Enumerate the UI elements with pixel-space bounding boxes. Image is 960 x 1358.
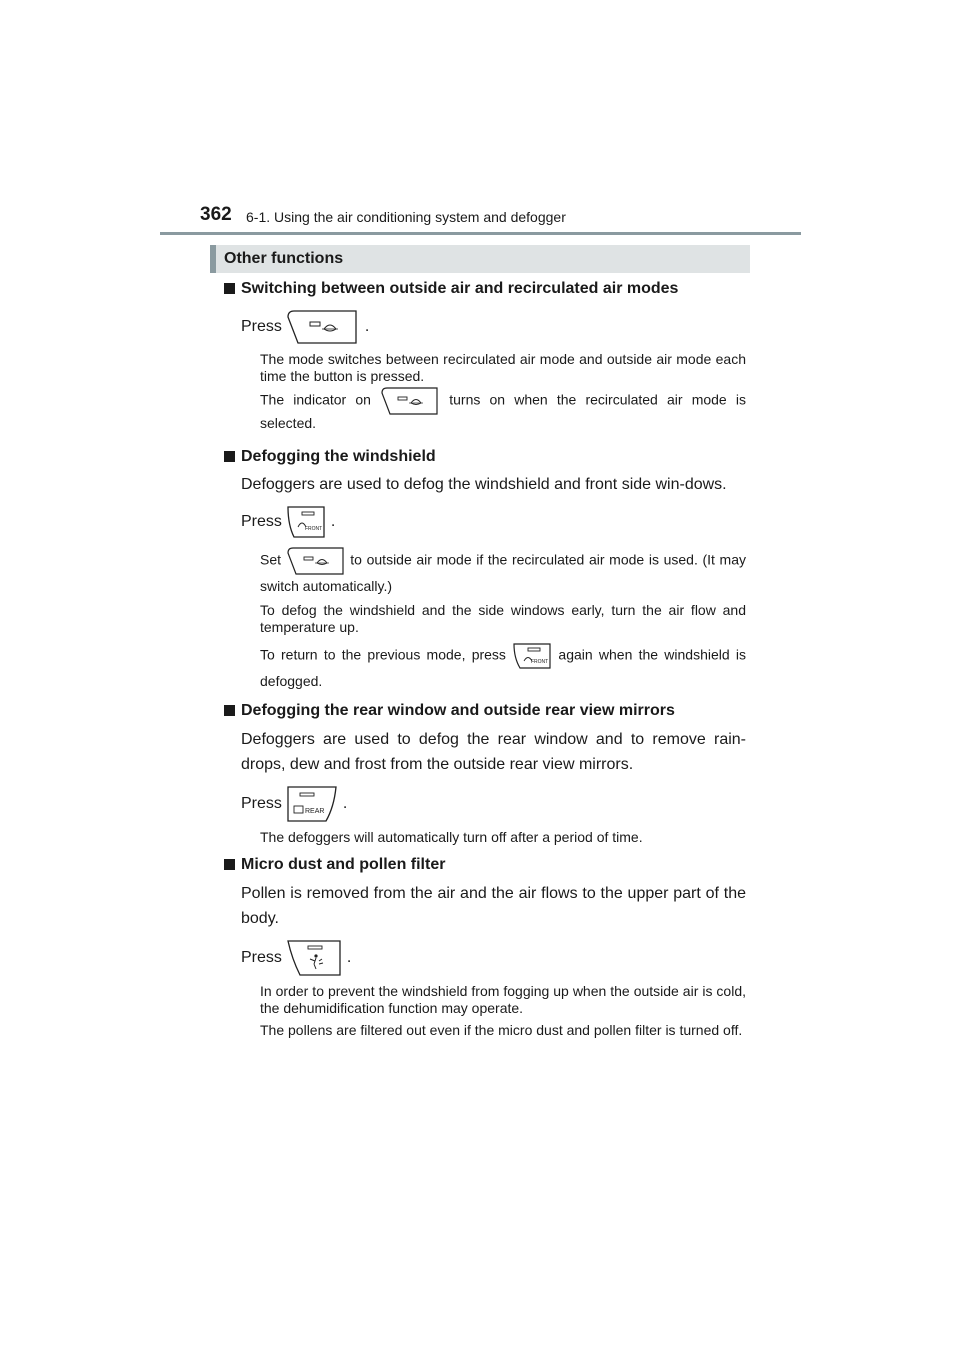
heading-air-mode: Switching between outside air and recirculated air modes [224, 278, 746, 300]
svg-text:REAR: REAR [305, 808, 325, 815]
svg-text:FRONT: FRONT [531, 659, 549, 665]
body-rear-defogger: Defoggers are used to defog the rear window and to remove rain-drops, dew and frost from the outside rear view mirrors. [241, 731, 746, 773]
heading-rear-defogger: Defogging the rear window and outside rear view mirrors [224, 700, 746, 722]
rear-defogger-button-icon [286, 785, 338, 823]
front-defogger-button-icon [286, 505, 326, 539]
press-line-filter: Press . [241, 939, 746, 977]
press-line-rear: Press REAR . [241, 785, 746, 823]
pollen-filter-button-icon [286, 939, 342, 977]
header-divider [160, 232, 801, 235]
content [224, 278, 746, 1039]
bullet-square-icon [224, 859, 235, 870]
front-defogger-button-icon [512, 642, 552, 670]
chapter-title: 6-1. Using the air conditioning system and defogger [246, 209, 566, 225]
note-filter-1: In order to prevent the windshield from fogging up when the outside air is cold, the dehumidification function may operate. [260, 983, 746, 1016]
note-windshield-2: To defog the windshield and the side windows early, turn the air flow and temperature up. [260, 602, 746, 635]
bullet-square-icon [224, 705, 235, 716]
page-header [200, 204, 800, 230]
recirculation-button-icon [286, 547, 346, 575]
note-rear-1: The defoggers will automatically turn off after a period of time. [260, 829, 643, 845]
recirculation-button-icon [380, 387, 440, 415]
body-windshield: Defoggers are used to defog the windshield and front side win-dows. [241, 476, 727, 493]
note-air-1: The mode switches between recirculated air mode and outside air mode each time the button is pressed. [260, 351, 746, 384]
section-title: Other functions [224, 250, 344, 267]
press-line-windshield: Press FRONT . [241, 505, 746, 539]
heading-windshield: Defogging the windshield [224, 446, 746, 468]
note-filter-2: The pollens are filtered out even if the micro dust and pollen filter is turned off. [260, 1022, 743, 1038]
page-number: 362 [200, 204, 232, 225]
body-pollen-filter: Pollen is removed from the air and the air flows to the upper part of the body. [241, 885, 746, 927]
note-windshield-1: Set to outside air mode if the recirculated air mode is used. (It may switch automatically.) [260, 547, 746, 597]
note-windshield-3: To return to the previous mode, press FRONT again when the windshield is defogged. [260, 642, 746, 692]
bullet-square-icon [224, 451, 235, 462]
note-air-2: The indicator on turns on when the recirculated air mode is selected. [260, 387, 746, 432]
section-header [210, 245, 750, 273]
section-accent [210, 245, 216, 273]
recirculation-button-icon [286, 309, 360, 345]
svg-text:FRONT: FRONT [305, 526, 323, 532]
bullet-square-icon [224, 283, 235, 294]
heading-pollen-filter: Micro dust and pollen filter [224, 854, 746, 876]
press-line-air: Press . [241, 309, 746, 345]
